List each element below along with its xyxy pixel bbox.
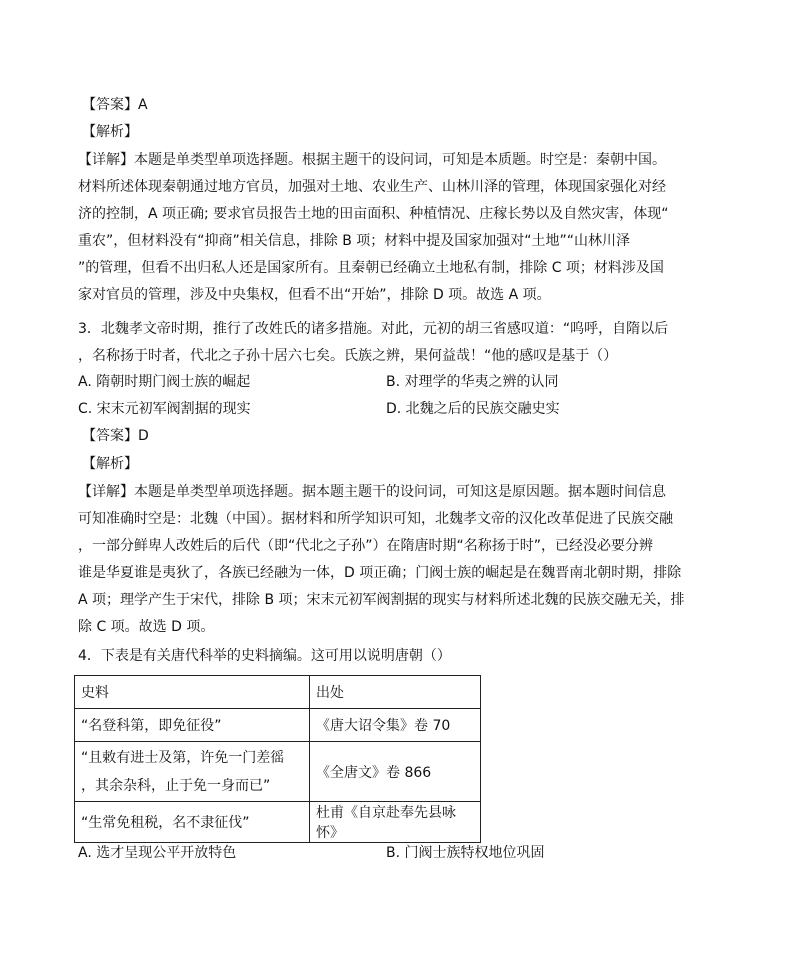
- table-header-cell: 出处: [310, 676, 481, 709]
- table-cell-source: 《唐大诏令集》卷 70: [310, 709, 481, 742]
- detail-line: 谁是华夏谁是夷狄了，各族已经融为一体，D 项正确；门阀士族的崛起是在魏晋南北朝时期，排除: [78, 565, 682, 581]
- option-b: B. 门阀士族特权地位巩固: [386, 845, 545, 861]
- table-cell-source: 杜甫《自京赴奉先县咏怀》: [310, 802, 481, 843]
- detail-line: ，一部分鲜卑人改姓后的后代（即“代北之子孙”）在隋唐时期“名称扬于时”，已经没必要分辨: [78, 538, 654, 554]
- analysis-label: 【解析】: [82, 456, 138, 472]
- table-row: [75, 742, 481, 802]
- table-row: [75, 802, 481, 843]
- table-cell-source: 《全唐文》卷 866: [310, 742, 481, 802]
- detail-paragraph: [78, 147, 678, 309]
- table-header-row: [75, 676, 481, 709]
- option-c: C. 宋末元初军阀割据的现实: [78, 401, 251, 417]
- stem-line: ，名称扬于时者，代北之子孙十居六七矣。氏族之辨，果何益哉！“他的感叹是基于（）: [78, 348, 618, 364]
- table-cell-quote: [75, 709, 310, 742]
- detail-line: 【详解】本题是单类型单项选择题。根据主题干的设问词，可知是本质题。时空是：秦朝中国。: [78, 152, 666, 168]
- answer-label: 【答案】D: [82, 428, 149, 444]
- option-a: A. 选才呈现公平开放特色: [78, 845, 237, 861]
- detail-line: 材料所述体现秦朝通过地方官员，加强对土地、农业生产、山林川泽的管理，体现国家强化对经: [78, 179, 666, 195]
- quote-text: “且敕有进士及第，许免一门差徭: [81, 749, 285, 766]
- detail-line: 家对官员的管理，涉及中央集权，但看不出“开始”，排除 D 项。故选 A 项。: [78, 287, 551, 303]
- detail-line: 【详解】本题是单类型单项选择题。据本题主题干的设问词，可知这是原因题。据本题时间信息: [78, 484, 666, 500]
- table-row: [75, 709, 481, 742]
- table-cell-quote: [75, 742, 310, 802]
- option-d: D. 北魏之后的民族交融史实: [386, 401, 560, 417]
- answer-label: 【答案】A: [82, 97, 148, 113]
- detail-line: 济的控制，A 项正确; 要求官员报告土地的田亩面积、种植情况、庄稼长势以及自然灾害，体现“: [78, 206, 669, 222]
- stem-line: 3．北魏孝文帝时期，推行了改姓氏的诸多措施。对此，元初的胡三省感叹道：“呜呼，自隋以后: [78, 321, 669, 337]
- detail-line: A 项；理学产生于宋代，排除 B 项；宋末元初军阀割据的现实与材料所述北魏的民族交融无关，排: [78, 592, 685, 608]
- quote-text: “生常免租税，名不隶征伐”: [81, 815, 250, 831]
- detail-line: 可知准确时空是：北魏（中国）。据材料和所学知识可知，北魏孝文帝的汉化改革促进了民族交融: [78, 511, 673, 527]
- detail-line: 除 C 项。故选 D 项。: [78, 619, 215, 635]
- analysis-label: 【解析】: [82, 124, 138, 140]
- source-table: [74, 675, 481, 843]
- option-b: B. 对理学的华夷之辨的认同: [386, 374, 559, 390]
- question-stem: [78, 316, 678, 370]
- table-header-cell: 史料: [75, 676, 310, 709]
- option-a: A. 隋朝时期门阀士族的崛起: [78, 374, 251, 390]
- quote-text: ，其余杂科，止于免一身而已”: [81, 777, 271, 794]
- question-stem: 4．下表是有关唐代科举的史料摘编。这可用以说明唐朝（）: [78, 648, 451, 664]
- quote-text: “名登科第，即免征役”: [81, 718, 222, 734]
- detail-line: ”的管理，但看不出归私人还是国家所有。且秦朝已经确立土地私有制，排除 C 项；材料涉及国: [78, 260, 664, 276]
- detail-line: 重农”，但材料没有“抑商”相关信息，排除 B 项；材料中提及国家加强对“土地”“山林川泽: [78, 233, 631, 249]
- detail-paragraph: [78, 479, 685, 641]
- table-cell-quote: [75, 802, 310, 843]
